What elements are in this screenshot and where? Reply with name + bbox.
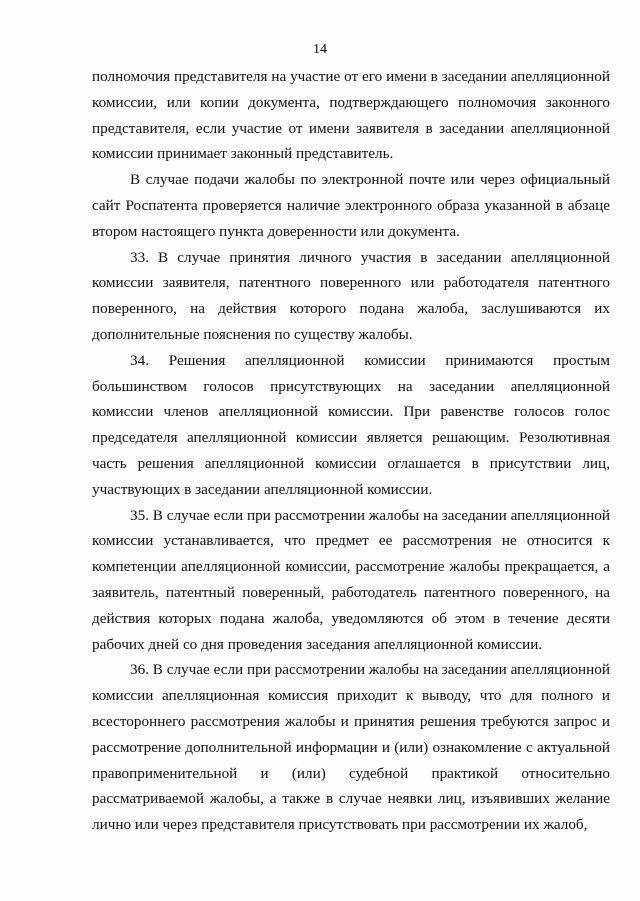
document-body [92, 64, 610, 838]
paragraph-clause-34: 34. Решения апелляционной комиссии принимаются простым большинством голосов присутствующих на заседании апелляционной комиссии членов апелляционной комиссии. При равенстве голосов голос председателя апелляционной комиссии является решающим. Резолютивная часть решения апелляционной комиссии оглашается в присутствии лиц, участвующих в заседании апелляционной комиссии. [92, 351, 610, 498]
paragraph-electronic-submission: В случае подачи жалобы по электронной почте или через официальный сайт Роспатента проверяется наличие электронного образа указанной в абзаце втором настоящего пункта доверенности или документа. [92, 171, 610, 240]
paragraph-clause-35: 35. В случае если при рассмотрении жалобы на заседании апелляционной комиссии устанавливается, что предмет ее рассмотрения не относится к компетенции апелляционной комиссии, рассмотрение жалобы прекращается, а заявитель, патентный поверенный, работодатель патентного поверенного, на действия которых подана жалоба, уведомляются об этом в течение десяти рабочих дней со дня проведения заседания апелляционной комиссии. [92, 506, 610, 653]
page-number: 14 [313, 42, 327, 57]
paragraph-clause-36: 36. В случае если при рассмотрении жалобы на заседании апелляционной комиссии апелляционная комиссия приходит к выводу, что для полного и всестороннего рассмотрения жалобы и принятия решения требуются запрос и рассмотрение дополнительной информации и (или) ознакомление с актуальной правоприменительной и (или) судебной практикой относительно рассматриваемой жалобы, а также в случае неявки лиц, изъявивших желание лично или через представителя присутствовать при рассмотрении их жалоб, [92, 661, 610, 834]
paragraph-clause-33: 33. В случае принятия личного участия в заседании апелляционной комиссии заявителя, патентного поверенного или работодателя патентного поверенного, на действия которого подана жалоба, заслушиваются их дополнительные пояснения по существу жалобы. [92, 248, 610, 343]
paragraph-continuation: полномочия представителя на участие от его имени в заседании апелляционной комиссии, или копии документа, подтверждающего полномочия законного представителя, если участие от имени заявителя в заседании апелляционной комиссии принимает законный представитель. [92, 68, 610, 163]
